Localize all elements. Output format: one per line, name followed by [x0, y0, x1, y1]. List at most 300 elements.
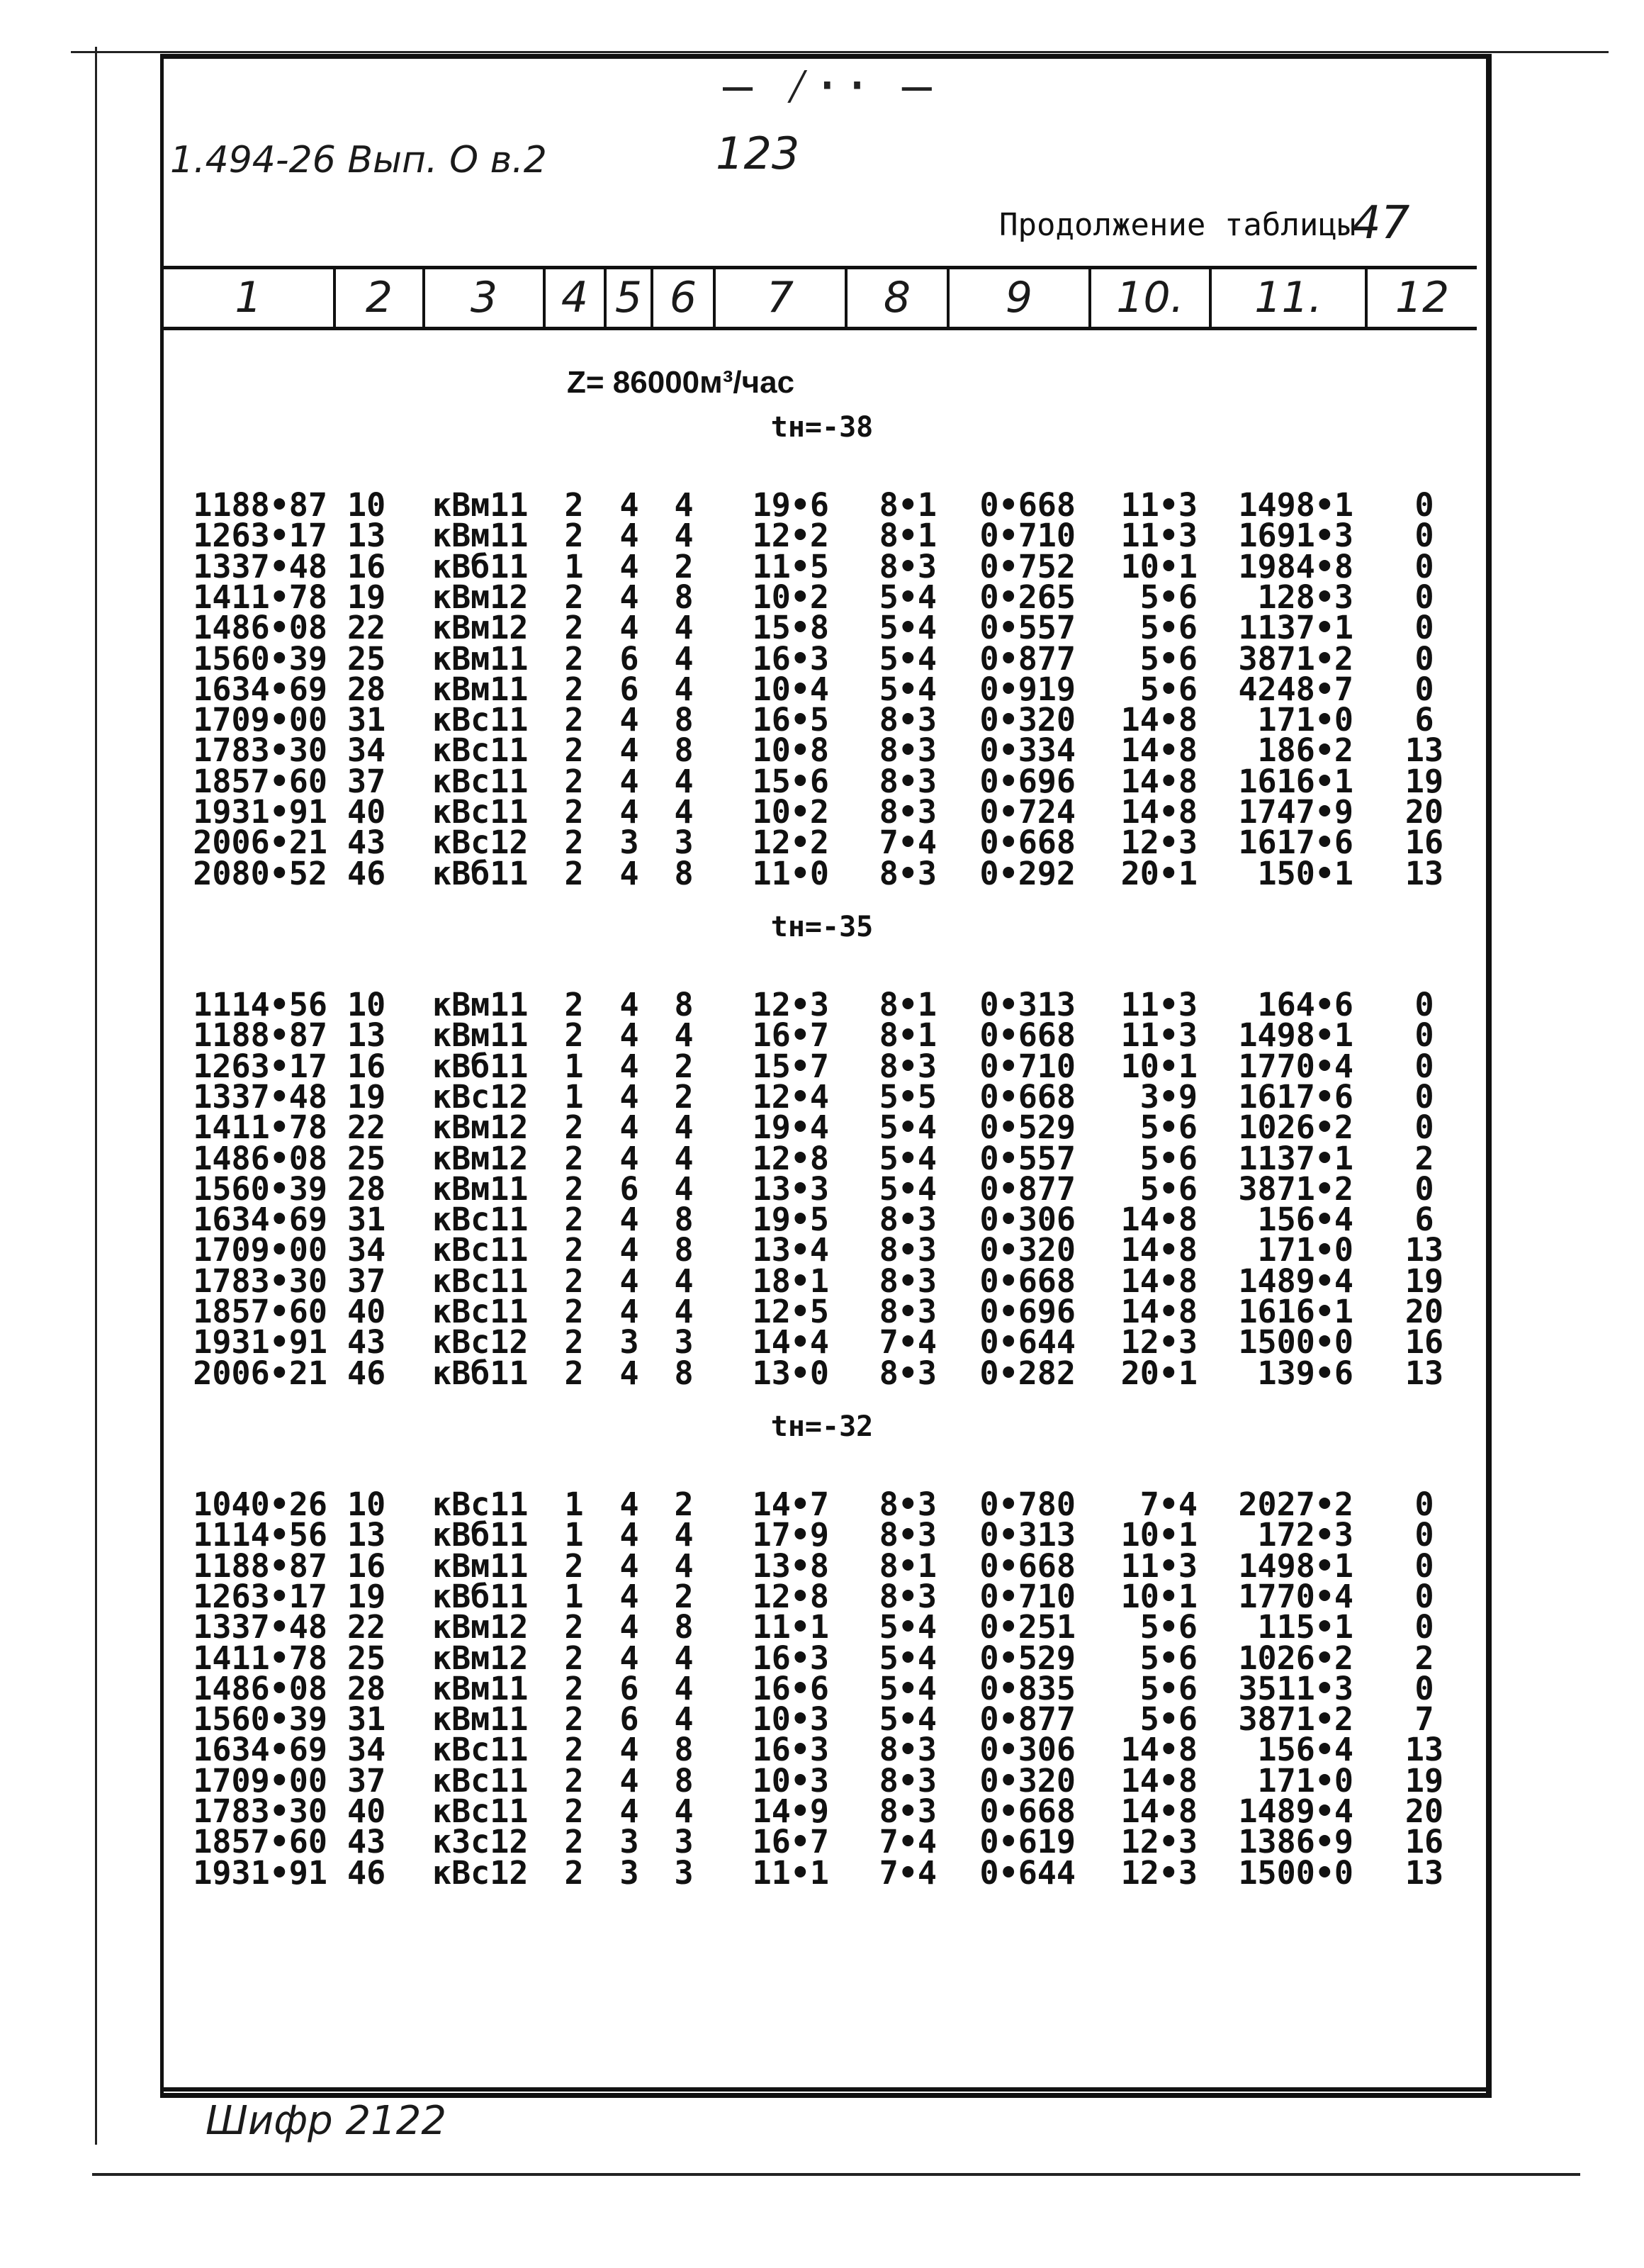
col-2-value: 10 — [347, 1486, 386, 1523]
col-2-value: 13 — [347, 1516, 386, 1554]
col-7-value: 10•2 — [752, 578, 829, 616]
col-10-value: 5•6 — [1139, 1169, 1198, 1208]
col-8-value: 7•4 — [879, 824, 937, 862]
col-8-value: 5•4 — [879, 578, 937, 616]
col-6-value: 4 — [674, 486, 694, 524]
col-1-value: 1337•48 — [193, 547, 327, 585]
col-9-value: 0•320 — [979, 701, 1076, 739]
col-8-value: 8•3 — [879, 1262, 937, 1300]
col-10-value: 14•8 — [1120, 1293, 1198, 1330]
table-row — [0, 1823, 1644, 1861]
col-7-value: 15•6 — [752, 762, 829, 800]
col-4-value: 2 — [564, 762, 584, 800]
col-11-value: 1489•4 — [1238, 1792, 1353, 1830]
col-5-value: 4 — [619, 1546, 639, 1585]
table-row — [0, 1047, 1644, 1085]
col-8-value: 8•3 — [879, 1231, 937, 1269]
col-12-value: 0 — [1414, 1108, 1434, 1147]
col-9-value: 0•557 — [979, 609, 1076, 647]
col-2-value: 40 — [347, 793, 386, 831]
table-row — [0, 670, 1644, 708]
col-7-value: 12•5 — [752, 1293, 829, 1330]
col-11-value: 1500•0 — [1238, 1853, 1353, 1892]
col-6-value: 4 — [674, 1139, 694, 1177]
col-11-value: 1617•6 — [1238, 1077, 1353, 1116]
col-2-value: 10 — [347, 486, 386, 524]
col-3-code: кВс11 — [432, 1792, 529, 1830]
col-1-value: 1486•08 — [193, 1669, 327, 1707]
col-5-value: 4 — [619, 1486, 639, 1523]
table-row — [0, 824, 1644, 862]
col-2-value: 31 — [347, 1700, 386, 1739]
col-1-value: 1337•48 — [193, 1608, 327, 1646]
col-10-value: 5•6 — [1139, 609, 1198, 647]
col-11-value: 1386•9 — [1238, 1823, 1353, 1861]
col-1-value: 2080•52 — [193, 854, 327, 892]
col-11-value: 3871•2 — [1238, 1169, 1353, 1208]
col-7-value: 16•3 — [752, 1731, 829, 1769]
col-10-value: 5•6 — [1139, 1700, 1198, 1739]
col-1-value: 2006•21 — [193, 824, 327, 862]
col-9-value: 0•644 — [979, 1853, 1076, 1892]
col-12-value: 0 — [1414, 1016, 1434, 1055]
col-8-value: 8•3 — [879, 793, 937, 831]
col-11-value: 1026•2 — [1238, 1639, 1353, 1677]
col-4-value: 1 — [564, 1047, 584, 1085]
col-12-value: 13 — [1404, 1731, 1444, 1769]
col-7-value: 15•7 — [752, 1047, 829, 1085]
col-12-value: 19 — [1404, 1761, 1444, 1800]
col-8-value: 8•1 — [879, 1016, 937, 1055]
col-10-value: 7•4 — [1139, 1486, 1198, 1523]
col-7-value: 13•3 — [752, 1169, 829, 1208]
column-header: 4 — [561, 273, 589, 322]
col-2-value: 16 — [347, 1047, 386, 1085]
col-1-value: 1931•91 — [193, 793, 327, 831]
col-10-value: 14•8 — [1120, 1201, 1198, 1239]
col-8-value: 8•3 — [879, 1354, 937, 1392]
col-1-value: 1634•69 — [193, 670, 327, 708]
col-7-value: 13•8 — [752, 1546, 829, 1585]
col-3-code: кВс11 — [432, 1201, 529, 1239]
col-9-value: 0•313 — [979, 986, 1076, 1023]
col-3-code: кВс11 — [432, 1761, 529, 1800]
col-10-value: 5•6 — [1139, 639, 1198, 678]
col-1-value: 1709•00 — [193, 701, 327, 739]
col-6-value: 4 — [674, 1262, 694, 1300]
col-9-value: 0•668 — [979, 1077, 1076, 1116]
col-6-value: 2 — [674, 547, 694, 585]
table-row — [0, 793, 1644, 831]
col-9-value: 0•282 — [979, 1354, 1076, 1392]
col-5-value: 4 — [619, 731, 639, 770]
col-6-value: 4 — [674, 639, 694, 678]
col-3-code: кВм12 — [432, 609, 529, 647]
col-10-value: 5•6 — [1139, 578, 1198, 616]
table-row — [0, 1262, 1644, 1300]
col-8-value: 8•3 — [879, 1731, 937, 1769]
col-3-code: кВс11 — [432, 1231, 529, 1269]
col-6-value: 8 — [674, 986, 694, 1023]
col-11-value: 1691•3 — [1238, 517, 1353, 555]
col-2-value: 28 — [347, 1669, 386, 1707]
col-3-code: кВм12 — [432, 1608, 529, 1646]
col-1-value: 1709•00 — [193, 1761, 327, 1800]
col-12-value: 6 — [1414, 701, 1434, 739]
col-1-value: 1114•56 — [193, 1516, 327, 1554]
footer-cipher: Шифр 2122 — [206, 2098, 447, 2144]
col-9-value: 0•313 — [979, 1516, 1076, 1554]
col-8-value: 8•3 — [879, 1293, 937, 1330]
col-2-value: 13 — [347, 517, 386, 555]
col-3-code: кВс11 — [432, 1293, 529, 1330]
col-6-value: 4 — [674, 517, 694, 555]
col-10-value: 5•6 — [1139, 1608, 1198, 1646]
col-3-code: кВм11 — [432, 1169, 529, 1208]
col-7-value: 10•3 — [752, 1700, 829, 1739]
col-12-value: 0 — [1414, 1546, 1434, 1585]
col-5-value: 4 — [619, 486, 639, 524]
col-11-value: 186•2 — [1257, 731, 1353, 770]
col-1-value: 1263•17 — [193, 1047, 327, 1085]
col-5-value: 6 — [619, 1669, 639, 1707]
frame-bottom-rule — [160, 2087, 1488, 2092]
column-header: 9 — [1005, 273, 1033, 322]
table-row — [0, 1201, 1644, 1239]
table-row — [0, 547, 1644, 585]
col-5-value: 4 — [619, 578, 639, 616]
col-2-value: 22 — [347, 1108, 386, 1147]
table-row — [0, 1231, 1644, 1269]
col-10-value: 5•6 — [1139, 1639, 1198, 1677]
section-title: tн=-38 — [770, 411, 874, 444]
col-10-value: 5•6 — [1139, 1108, 1198, 1147]
col-2-value: 34 — [347, 1731, 386, 1769]
col-1-value: 1931•91 — [193, 1323, 327, 1362]
col-2-value: 28 — [347, 670, 386, 708]
col-7-value: 16•3 — [752, 1639, 829, 1677]
col-1-value: 1857•60 — [193, 1823, 327, 1861]
col-9-value: 0•724 — [979, 793, 1076, 831]
col-11-value: 1616•1 — [1238, 762, 1353, 800]
col-5-value: 4 — [619, 1792, 639, 1830]
section-title: tн=-35 — [770, 911, 874, 943]
page-number: 123 — [716, 128, 800, 179]
col-4-value: 2 — [564, 824, 584, 862]
col-5-value: 4 — [619, 1231, 639, 1269]
col-6-value: 8 — [674, 1231, 694, 1269]
col-9-value: 0•306 — [979, 1201, 1076, 1239]
col-8-value: 8•1 — [879, 486, 937, 524]
col-6-value: 4 — [674, 762, 694, 800]
col-10-value: 14•8 — [1120, 793, 1198, 831]
col-2-value: 16 — [347, 1546, 386, 1585]
col-2-value: 19 — [347, 1077, 386, 1116]
col-1-value: 1560•39 — [193, 639, 327, 678]
col-8-value: 8•3 — [879, 1792, 937, 1830]
col-4-value: 2 — [564, 1669, 584, 1707]
col-7-value: 19•4 — [752, 1108, 829, 1147]
col-2-value: 22 — [347, 1608, 386, 1646]
col-11-value: 1137•1 — [1238, 1139, 1353, 1177]
flow-rate-label: Z= 86000м³/час — [567, 365, 795, 400]
table-row — [0, 1108, 1644, 1147]
col-11-value: 1617•6 — [1238, 824, 1353, 862]
col-2-value: 43 — [347, 824, 386, 862]
col-10-value: 10•1 — [1120, 1577, 1198, 1615]
col-2-value: 40 — [347, 1293, 386, 1330]
col-9-value: 0•668 — [979, 1262, 1076, 1300]
col-9-value: 0•320 — [979, 1761, 1076, 1800]
col-11-value: 3871•2 — [1238, 639, 1353, 678]
col-3-code: кВс12 — [432, 1077, 529, 1116]
col-2-value: 46 — [347, 1853, 386, 1892]
col-12-value: 0 — [1414, 639, 1434, 678]
col-4-value: 2 — [564, 609, 584, 647]
col-2-value: 37 — [347, 1761, 386, 1800]
col-12-value: 20 — [1404, 793, 1444, 831]
col-12-value: 0 — [1414, 547, 1434, 585]
col-2-value: 46 — [347, 1354, 386, 1392]
col-6-value: 2 — [674, 1077, 694, 1116]
col-7-value: 19•6 — [752, 486, 829, 524]
col-4-value: 2 — [564, 1108, 584, 1147]
col-6-value: 4 — [674, 1516, 694, 1554]
col-3-code: кВм12 — [432, 1139, 529, 1177]
col-10-value: 5•6 — [1139, 1669, 1198, 1707]
col-6-value: 4 — [674, 1546, 694, 1585]
col-11-value: 171•0 — [1257, 1231, 1353, 1269]
col-11-value: 1770•4 — [1238, 1577, 1353, 1615]
col-12-value: 19 — [1404, 1262, 1444, 1300]
table-row — [0, 1323, 1644, 1362]
col-2-value: 43 — [347, 1823, 386, 1861]
col-9-value: 0•619 — [979, 1823, 1076, 1861]
col-2-value: 46 — [347, 854, 386, 892]
doc-reference: 1.494-26 Вып. О в.2 — [170, 139, 547, 181]
col-5-value: 4 — [619, 1354, 639, 1392]
col-8-value: 8•1 — [879, 1546, 937, 1585]
col-10-value: 11•3 — [1120, 986, 1198, 1023]
col-9-value: 0•752 — [979, 547, 1076, 585]
column-header: 11. — [1254, 273, 1322, 322]
col-4-value: 2 — [564, 1639, 584, 1677]
col-6-value: 4 — [674, 1016, 694, 1055]
col-11-value: 1498•1 — [1238, 486, 1353, 524]
col-2-value: 31 — [347, 1201, 386, 1239]
col-9-value: 0•835 — [979, 1669, 1076, 1707]
col-4-value: 2 — [564, 639, 584, 678]
col-10-value: 10•1 — [1120, 1516, 1198, 1554]
col-12-value: 0 — [1414, 1047, 1434, 1085]
col-10-value: 14•8 — [1120, 1262, 1198, 1300]
col-3-code: кВб11 — [432, 1577, 529, 1615]
table-row — [0, 854, 1644, 892]
header-rule-bottom — [164, 327, 1477, 330]
col-12-value: 0 — [1414, 1486, 1434, 1523]
col-12-value: 2 — [1414, 1139, 1434, 1177]
col-4-value: 2 — [564, 517, 584, 555]
col-6-value: 4 — [674, 1169, 694, 1208]
col-10-value: 14•8 — [1120, 1231, 1198, 1269]
col-1-value: 1783•30 — [193, 1792, 327, 1830]
col-2-value: 37 — [347, 762, 386, 800]
col-8-value: 7•4 — [879, 1853, 937, 1892]
col-11-value: 115•1 — [1257, 1608, 1353, 1646]
col-11-value: 2027•2 — [1238, 1486, 1353, 1523]
col-1-value: 1783•30 — [193, 731, 327, 770]
col-9-value: 0•780 — [979, 1486, 1076, 1523]
col-4-value: 1 — [564, 1577, 584, 1615]
col-4-value: 2 — [564, 854, 584, 892]
col-5-value: 4 — [619, 1761, 639, 1800]
col-10-value: 14•8 — [1120, 701, 1198, 739]
col-5-value: 4 — [619, 986, 639, 1023]
table-row — [0, 1293, 1644, 1330]
col-10-value: 12•3 — [1120, 1823, 1198, 1861]
col-11-value: 172•3 — [1257, 1516, 1353, 1554]
col-4-value: 2 — [564, 578, 584, 616]
col-2-value: 25 — [347, 1639, 386, 1677]
col-11-value: 1498•1 — [1238, 1546, 1353, 1585]
col-5-value: 4 — [619, 1516, 639, 1554]
col-6-value: 4 — [674, 670, 694, 708]
col-11-value: 1500•0 — [1238, 1323, 1353, 1362]
col-11-value: 171•0 — [1257, 1761, 1353, 1800]
col-4-value: 2 — [564, 1169, 584, 1208]
col-1-value: 1411•78 — [193, 1639, 327, 1677]
col-1-value: 1857•60 — [193, 762, 327, 800]
col-5-value: 3 — [619, 1823, 639, 1861]
col-12-value: 20 — [1404, 1293, 1444, 1330]
col-3-code: кВб11 — [432, 854, 529, 892]
col-4-value: 2 — [564, 1323, 584, 1362]
column-header: 3 — [470, 273, 498, 322]
col-12-value: 13 — [1404, 1354, 1444, 1392]
col-12-value: 19 — [1404, 762, 1444, 800]
col-9-value: 0•529 — [979, 1639, 1076, 1677]
col-4-value: 2 — [564, 1608, 584, 1646]
col-9-value: 0•877 — [979, 1700, 1076, 1739]
table-row — [0, 1016, 1644, 1055]
col-5-value: 4 — [619, 1047, 639, 1085]
column-header: 6 — [669, 273, 697, 322]
col-11-value: 3511•3 — [1238, 1669, 1353, 1707]
col-10-value: 10•1 — [1120, 547, 1198, 585]
col-1-value: 1486•08 — [193, 609, 327, 647]
table-row — [0, 1639, 1644, 1677]
col-3-code: кВб11 — [432, 1516, 529, 1554]
col-6-value: 4 — [674, 1108, 694, 1147]
col-1-value: 1783•30 — [193, 1262, 327, 1300]
col-5-value: 4 — [619, 1262, 639, 1300]
table-row — [0, 986, 1644, 1023]
col-7-value: 12•2 — [752, 517, 829, 555]
col-12-value: 0 — [1414, 486, 1434, 524]
col-12-value: 0 — [1414, 1516, 1434, 1554]
col-8-value: 5•4 — [879, 1108, 937, 1147]
col-9-value: 0•696 — [979, 1293, 1076, 1330]
col-11-value: 1770•4 — [1238, 1047, 1353, 1085]
col-1-value: 1411•78 — [193, 578, 327, 616]
col-12-value: 13 — [1404, 1231, 1444, 1269]
col-1-value: 1114•56 — [193, 986, 327, 1023]
col-3-code: кВм11 — [432, 670, 529, 708]
col-7-value: 13•4 — [752, 1231, 829, 1269]
col-5-value: 3 — [619, 824, 639, 862]
col-9-value: 0•644 — [979, 1323, 1076, 1362]
col-4-value: 1 — [564, 1516, 584, 1554]
col-4-value: 2 — [564, 1700, 584, 1739]
col-9-value: 0•668 — [979, 1016, 1076, 1055]
col-6-value: 8 — [674, 701, 694, 739]
col-1-value: 1188•87 — [193, 1016, 327, 1055]
col-6-value: 8 — [674, 731, 694, 770]
col-10-value: 11•3 — [1120, 486, 1198, 524]
col-7-value: 12•3 — [752, 986, 829, 1023]
col-4-value: 2 — [564, 1293, 584, 1330]
col-6-value: 3 — [674, 1853, 694, 1892]
col-3-code: кВс11 — [432, 1486, 529, 1523]
table-row — [0, 701, 1644, 739]
table-row — [0, 1577, 1644, 1615]
col-8-value: 8•3 — [879, 731, 937, 770]
col-8-value: 8•3 — [879, 1577, 937, 1615]
col-1-value: 1411•78 — [193, 1108, 327, 1147]
col-7-value: 18•1 — [752, 1262, 829, 1300]
col-8-value: 5•4 — [879, 1700, 937, 1739]
col-4-value: 2 — [564, 1823, 584, 1861]
col-8-value: 8•3 — [879, 854, 937, 892]
col-11-value: 4248•7 — [1238, 670, 1353, 708]
col-9-value: 0•919 — [979, 670, 1076, 708]
col-2-value: 37 — [347, 1262, 386, 1300]
col-1-value: 1486•08 — [193, 1139, 327, 1177]
top-dash-mark: — ⁄·· — — [723, 57, 932, 115]
col-8-value: 8•3 — [879, 1201, 937, 1239]
col-7-value: 11•1 — [752, 1853, 829, 1892]
col-10-value: 12•3 — [1120, 824, 1198, 862]
col-7-value: 10•3 — [752, 1761, 829, 1800]
col-2-value: 25 — [347, 1139, 386, 1177]
col-1-value: 1931•91 — [193, 1853, 327, 1892]
col-3-code: кВм11 — [432, 517, 529, 555]
col-6-value: 4 — [674, 1293, 694, 1330]
col-10-value: 11•3 — [1120, 517, 1198, 555]
col-6-value: 4 — [674, 609, 694, 647]
col-2-value: 34 — [347, 731, 386, 770]
col-5-value: 4 — [619, 793, 639, 831]
col-11-value: 1616•1 — [1238, 1293, 1353, 1330]
col-7-value: 16•3 — [752, 639, 829, 678]
col-5-value: 3 — [619, 1853, 639, 1892]
col-2-value: 43 — [347, 1323, 386, 1362]
table-number: 47 — [1352, 197, 1410, 249]
table-row — [0, 1139, 1644, 1177]
col-12-value: 16 — [1404, 824, 1444, 862]
col-7-value: 16•6 — [752, 1669, 829, 1707]
col-5-value: 4 — [619, 762, 639, 800]
col-4-value: 2 — [564, 1354, 584, 1392]
table-row — [0, 731, 1644, 770]
column-header: 1 — [235, 273, 262, 322]
col-12-value: 20 — [1404, 1792, 1444, 1830]
col-8-value: 8•1 — [879, 517, 937, 555]
col-5-value: 6 — [619, 639, 639, 678]
col-8-value: 8•3 — [879, 762, 937, 800]
col-8-value: 8•3 — [879, 1516, 937, 1554]
col-12-value: 13 — [1404, 731, 1444, 770]
